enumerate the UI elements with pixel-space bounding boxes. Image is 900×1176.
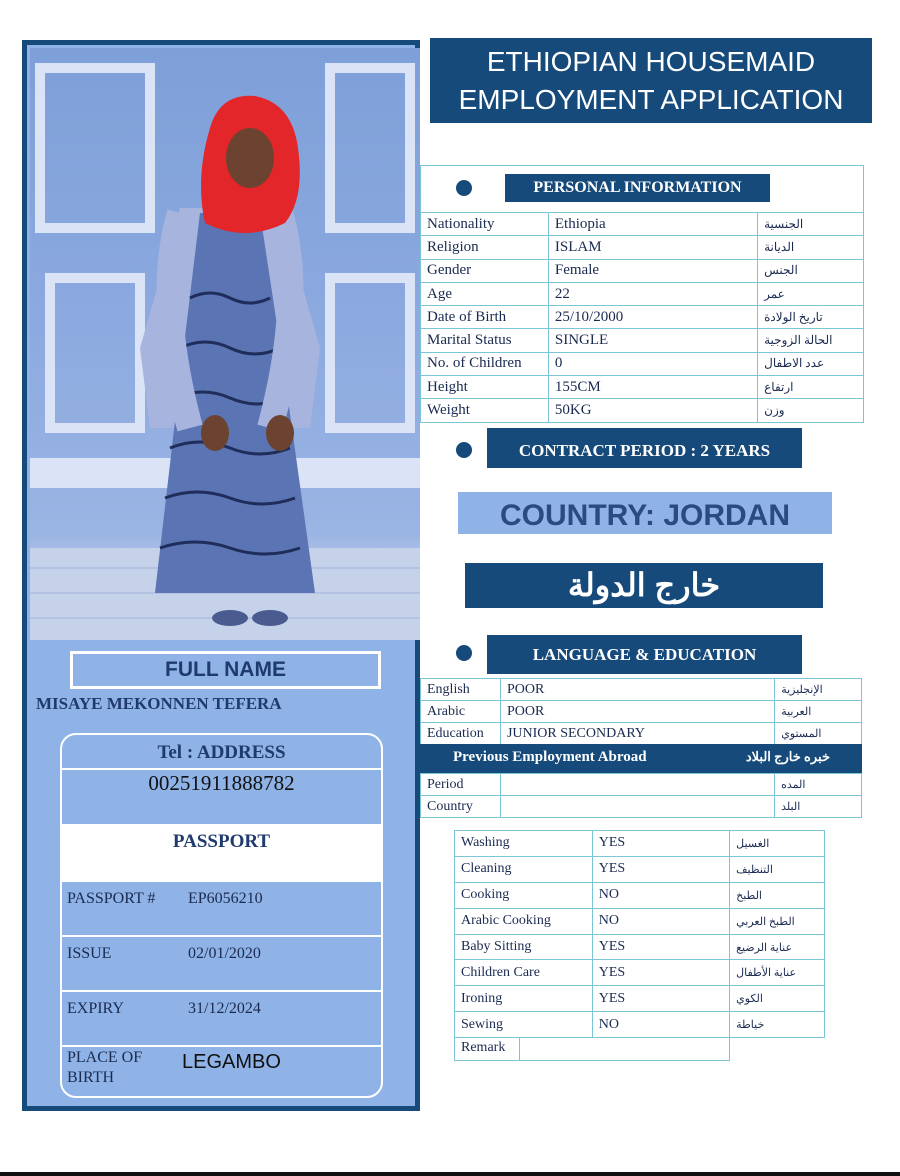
personal-info-title: PERSONAL INFORMATION xyxy=(505,174,770,202)
row-value: YES xyxy=(592,986,729,1012)
row-label-arabic: الطبخ العربي xyxy=(730,908,825,934)
table-row xyxy=(421,282,864,305)
table-row xyxy=(455,908,825,934)
place-of-birth-label-2: BIRTH xyxy=(67,1069,115,1086)
row-label: Nationality xyxy=(421,213,549,236)
place-of-birth-row xyxy=(62,1045,381,1098)
row-label: Washing xyxy=(455,831,593,857)
row-value: 50KG xyxy=(548,399,757,422)
row-label: Gender xyxy=(421,259,549,282)
table-row xyxy=(455,960,825,986)
row-label: Sewing xyxy=(455,1012,593,1038)
row-label-arabic: الكوي xyxy=(730,986,825,1012)
passport-title: PASSPORT xyxy=(62,824,381,880)
row-label-arabic: عناية الرضيع xyxy=(730,934,825,960)
row-value: NO xyxy=(592,882,729,908)
title-line-2: EMPLOYMENT APPLICATION xyxy=(458,84,844,115)
row-value: 25/10/2000 xyxy=(548,306,757,329)
row-value: Female xyxy=(548,259,757,282)
row-label: Arabic Cooking xyxy=(455,908,593,934)
personal-info-table xyxy=(420,212,864,423)
previous-employment-title-ar: خبره خارج البلاد xyxy=(745,749,830,764)
table-row xyxy=(421,306,864,329)
issue-label: ISSUE xyxy=(67,945,112,962)
table-row xyxy=(455,882,825,908)
row-label: Period xyxy=(421,774,501,796)
row-label-arabic: عدد الاطفال xyxy=(758,352,864,375)
row-label-arabic: البلد xyxy=(775,796,862,818)
row-label-arabic: الجنس xyxy=(758,259,864,282)
row-label: Date of Birth xyxy=(421,306,549,329)
bullet-icon xyxy=(456,645,472,661)
row-label: Marital Status xyxy=(421,329,549,352)
row-label-arabic: عناية الأطفال xyxy=(730,960,825,986)
row-value: Ethiopia xyxy=(548,213,757,236)
row-label: Weight xyxy=(421,399,549,422)
row-value: 22 xyxy=(548,282,757,305)
row-label-arabic: ارتفاع xyxy=(758,376,864,399)
table-row xyxy=(455,1012,825,1038)
remark-label: Remark xyxy=(461,1040,506,1055)
table-row xyxy=(421,376,864,399)
row-value: NO xyxy=(592,1012,729,1038)
page-title xyxy=(430,38,872,123)
issue-row xyxy=(62,935,381,990)
full-name-value: MISAYE MEKONNEN TEFERA xyxy=(36,694,282,713)
passport-number-value: EP6056210 xyxy=(188,890,263,907)
row-label: Arabic xyxy=(421,701,501,723)
row-value: YES xyxy=(592,856,729,882)
table-row xyxy=(455,934,825,960)
table-row xyxy=(421,774,862,796)
row-value: NO xyxy=(592,908,729,934)
row-label-arabic: عمر xyxy=(758,282,864,305)
row-label-arabic: الطبخ xyxy=(730,882,825,908)
row-label-arabic: وزن xyxy=(758,399,864,422)
table-row xyxy=(421,399,864,422)
row-value: ISLAM xyxy=(548,236,757,259)
row-label: Baby Sitting xyxy=(455,934,593,960)
table-row xyxy=(455,986,825,1012)
previous-employment-title: Previous Employment Abroad xyxy=(453,749,647,765)
row-label-arabic: خياطة xyxy=(730,1012,825,1038)
row-label: No. of Children xyxy=(421,352,549,375)
bullet-icon xyxy=(456,442,472,458)
place-of-birth-value: LEGAMBO xyxy=(182,1051,281,1073)
expiry-row xyxy=(62,990,381,1045)
row-label-arabic: المده xyxy=(775,774,862,796)
passport-card xyxy=(60,733,383,1098)
row-label-arabic: الديانة xyxy=(758,236,864,259)
row-label: Age xyxy=(421,282,549,305)
table-row xyxy=(421,236,864,259)
row-label: Ironing xyxy=(455,986,593,1012)
expiry-label: EXPIRY xyxy=(67,1000,124,1017)
issue-value: 02/01/2020 xyxy=(188,945,261,962)
row-label: Religion xyxy=(421,236,549,259)
passport-number-label: PASSPORT # xyxy=(67,890,156,907)
country-arabic-banner: خارج الدولة xyxy=(465,563,823,608)
remark-divider xyxy=(519,1038,520,1060)
table-row xyxy=(421,701,862,723)
bullet-icon xyxy=(456,180,472,196)
previous-employment-header xyxy=(418,744,862,773)
row-label: Country xyxy=(421,796,501,818)
contract-period: CONTRACT PERIOD : 2 YEARS xyxy=(487,428,802,468)
row-value: POOR xyxy=(500,701,774,723)
table-row xyxy=(455,856,825,882)
remark-row xyxy=(454,1037,730,1061)
row-value: YES xyxy=(592,934,729,960)
table-row xyxy=(421,679,862,701)
table-row xyxy=(421,723,862,745)
row-value xyxy=(500,796,774,818)
table-row xyxy=(421,329,864,352)
row-value: YES xyxy=(592,960,729,986)
full-name-label: FULL NAME xyxy=(70,651,381,689)
row-label: Cleaning xyxy=(455,856,593,882)
place-of-birth-label-1: PLACE OF xyxy=(67,1049,143,1066)
row-label-arabic: الحالة الزوجية xyxy=(758,329,864,352)
row-value: 155CM xyxy=(548,376,757,399)
row-value: JUNIOR SECONDARY xyxy=(500,723,774,745)
row-label: English xyxy=(421,679,501,701)
country-banner: COUNTRY: JORDAN xyxy=(458,492,832,534)
table-row xyxy=(421,259,864,282)
title-line-1: ETHIOPIAN HOUSEMAID xyxy=(486,46,816,77)
row-value: 0 xyxy=(548,352,757,375)
expiry-value: 31/12/2024 xyxy=(188,1000,261,1017)
tel-label: Tel : ADDRESS xyxy=(157,742,286,763)
language-table xyxy=(420,678,862,745)
row-label-arabic: الجنسية xyxy=(758,213,864,236)
row-label: Education xyxy=(421,723,501,745)
row-label-arabic: العربية xyxy=(775,701,862,723)
row-value: SINGLE xyxy=(548,329,757,352)
table-row xyxy=(421,796,862,818)
table-row xyxy=(421,352,864,375)
row-value: YES xyxy=(592,831,729,857)
row-label-arabic: تاريخ الولادة xyxy=(758,306,864,329)
row-label: Cooking xyxy=(455,882,593,908)
row-label-arabic: المستوي xyxy=(775,723,862,745)
language-title: LANGUAGE & EDUCATION xyxy=(487,635,802,674)
row-label-arabic: الغسيل xyxy=(730,831,825,857)
row-value: POOR xyxy=(500,679,774,701)
row-label: Children Care xyxy=(455,960,593,986)
skills-table xyxy=(454,830,825,1038)
row-label: Height xyxy=(421,376,549,399)
applicant-photo xyxy=(30,48,420,640)
previous-employment-table xyxy=(420,773,862,818)
table-row xyxy=(421,213,864,236)
row-label-arabic: الإنجليزية xyxy=(775,679,862,701)
passport-number-row xyxy=(62,880,381,935)
row-value xyxy=(500,774,774,796)
bottom-rule xyxy=(0,1172,900,1176)
tel-value: 00251911888782 xyxy=(62,768,381,824)
table-row xyxy=(455,831,825,857)
row-label-arabic: التنظيف xyxy=(730,856,825,882)
